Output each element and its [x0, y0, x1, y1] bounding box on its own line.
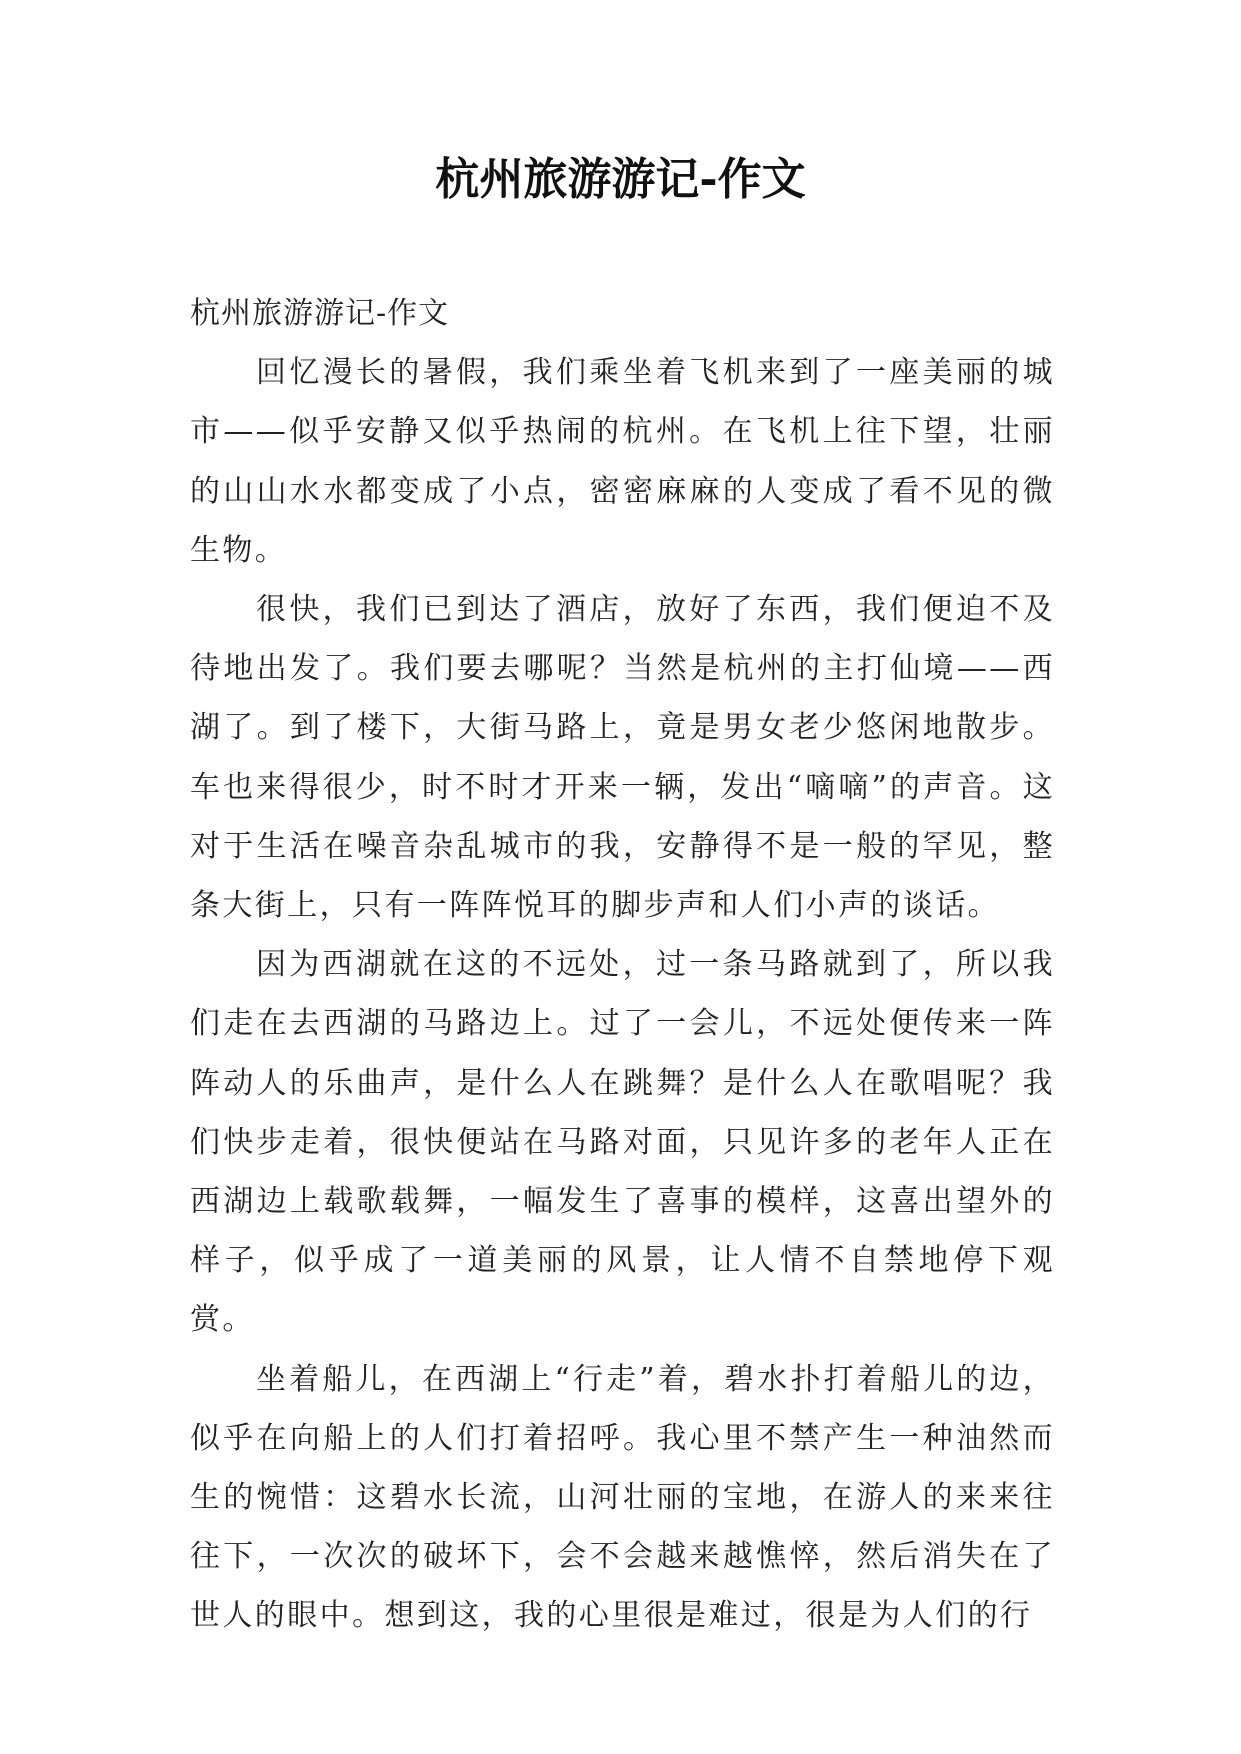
- paragraph: 很快，我们已到达了酒店，放好了东西，我们便迫不及待地出发了。我们要去哪呢？当然是杭州的主打仙境——西湖了。到了楼下，大街马路上，竟是男女老少悠闲地散步。车也来得很少，时不时才开来一辆，发出“嘀嘀”的声音。这对于生活在噪音杂乱城市的我，安静得不是一般的罕见，整条大街上，只有一阵阵悦耳的脚步声和人们小声的谈话。: [190, 592, 1055, 924]
- paragraph: 坐着船儿，在西湖上“行走”着，碧水扑打着船儿的边，似乎在向船上的人们打着招呼。我心里不禁产生一种油然而生的惋惜：这碧水长流，山河壮丽的宝地，在游人的来来往往下，一次次的破坏下，会不会越来越憔悴，然后消失在了世人的眼中。想到这，我的心里很是难过，很是为人们的行: [190, 1361, 1055, 1634]
- document-body: [190, 284, 1055, 1646]
- paragraph: 因为西湖就在这的不远处，过一条马路就到了，所以我们走在去西湖的马路边上。过了一会儿，不远处便传来一阵阵动人的乐曲声，是什么人在跳舞？是什么人在歌唱呢？我们快步走着，很快便站在马路对面，只见许多的老年人正在西湖边上载歌载舞，一幅发生了喜事的模样，这喜出望外的样子，似乎成了一道美丽的风景，让人情不自禁地停下观赏。: [190, 947, 1055, 1338]
- document-subtitle: 杭州旅游游记-作文: [190, 296, 450, 331]
- paragraph: 回忆漫长的暑假，我们乘坐着飞机来到了一座美丽的城市——似乎安静又似乎热闹的杭州。在飞机上往下望，壮丽的山山水水都变成了小点，密密麻麻的人变成了看不见的微生物。: [190, 355, 1055, 568]
- document-title: 杭州旅游游记-作文: [435, 154, 806, 205]
